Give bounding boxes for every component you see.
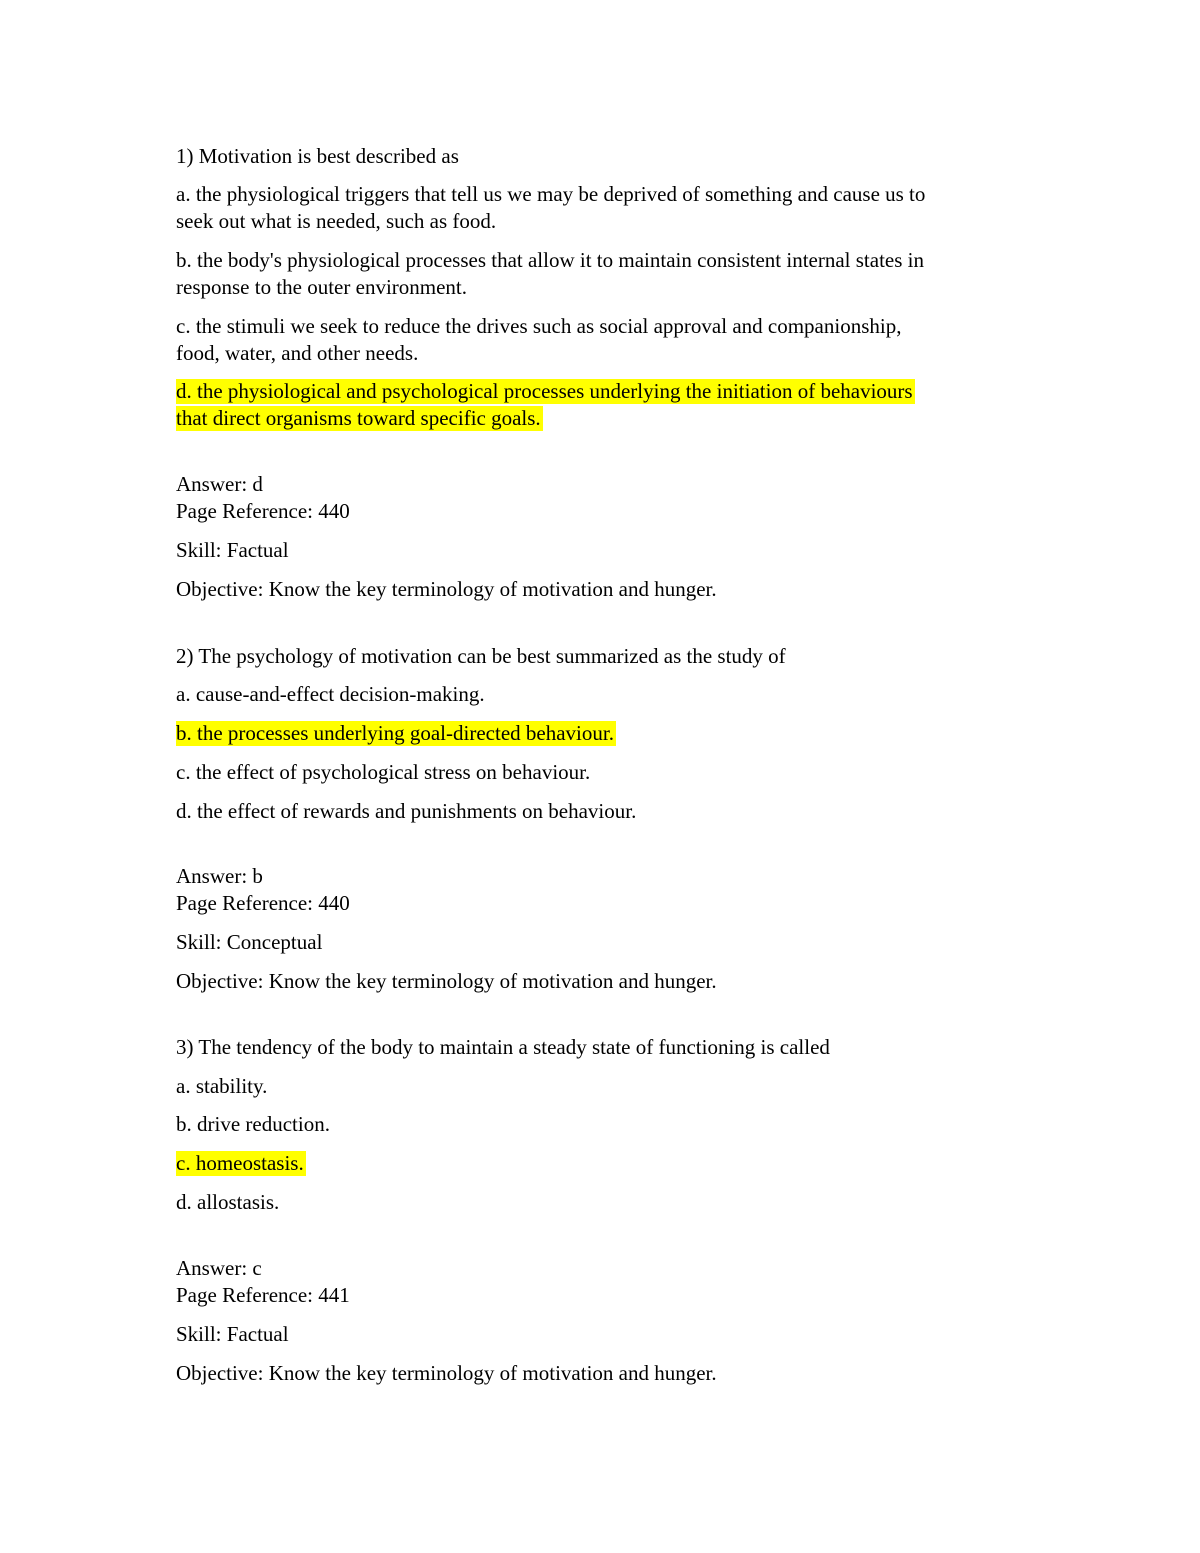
q2-option-d: d. the effect of rewards and punishments on behaviour. xyxy=(176,799,637,823)
q3-option-b: b. drive reduction. xyxy=(176,1112,330,1136)
q2-objective: Objective: Know the key terminology of motivation and hunger. xyxy=(176,969,717,993)
q1-option-a: a. the physiological triggers that tell us we may be deprived of something and cause us to xyxy=(176,182,926,206)
q3-skill: Skill: Factual xyxy=(176,1322,289,1346)
q1-option-d-highlight: d. the physiological and psychological processes underlying the initiation of behaviours xyxy=(176,379,913,403)
q2-skill: Skill: Conceptual xyxy=(176,930,323,954)
q2-option-c: c. the effect of psychological stress on behaviour. xyxy=(176,760,591,784)
q1-skill: Skill: Factual xyxy=(176,538,289,562)
q2-answer: Answer: b xyxy=(176,864,263,888)
q1-option-a-cont: seek out what is needed, such as food. xyxy=(176,209,497,233)
q3-objective: Objective: Know the key terminology of motivation and hunger. xyxy=(176,1361,717,1385)
q1-option-d xyxy=(176,378,1036,405)
q3-prompt: 3) The tendency of the body to maintain a steady state of functioning is called xyxy=(176,1035,830,1059)
q2-page-reference: Page Reference: 440 xyxy=(176,891,350,915)
q3-answer: Answer: c xyxy=(176,1256,262,1280)
q1-option-b-cont: response to the outer environment. xyxy=(176,275,468,299)
q3-option-c xyxy=(176,1150,1036,1177)
q2-option-b xyxy=(176,720,1036,747)
q3-page-reference: Page Reference: 441 xyxy=(176,1283,350,1307)
q2-option-b-highlight: b. the processes underlying goal-directed behaviour. xyxy=(176,721,614,745)
q1-option-c: c. the stimuli we seek to reduce the drives such as social approval and companionship, xyxy=(176,314,902,338)
q1-page-reference: Page Reference: 440 xyxy=(176,499,350,523)
q1-option-d-cont xyxy=(176,405,1036,432)
q3-option-d: d. allostasis. xyxy=(176,1190,280,1214)
q1-option-b: b. the body's physiological processes that allow it to maintain consistent internal states in xyxy=(176,248,924,272)
q1-prompt: 1) Motivation is best described as xyxy=(176,144,459,168)
q3-option-c-highlight: c. homeostasis. xyxy=(176,1151,304,1175)
q1-option-c-cont: food, water, and other needs. xyxy=(176,341,419,365)
q1-answer: Answer: d xyxy=(176,472,263,496)
q1-option-d-cont-highlight: that direct organisms toward specific goals. xyxy=(176,406,541,430)
q2-prompt: 2) The psychology of motivation can be best summarized as the study of xyxy=(176,644,786,668)
q3-option-a: a. stability. xyxy=(176,1074,268,1098)
q1-objective: Objective: Know the key terminology of motivation and hunger. xyxy=(176,577,717,601)
q2-option-a: a. cause-and-effect decision-making. xyxy=(176,682,485,706)
